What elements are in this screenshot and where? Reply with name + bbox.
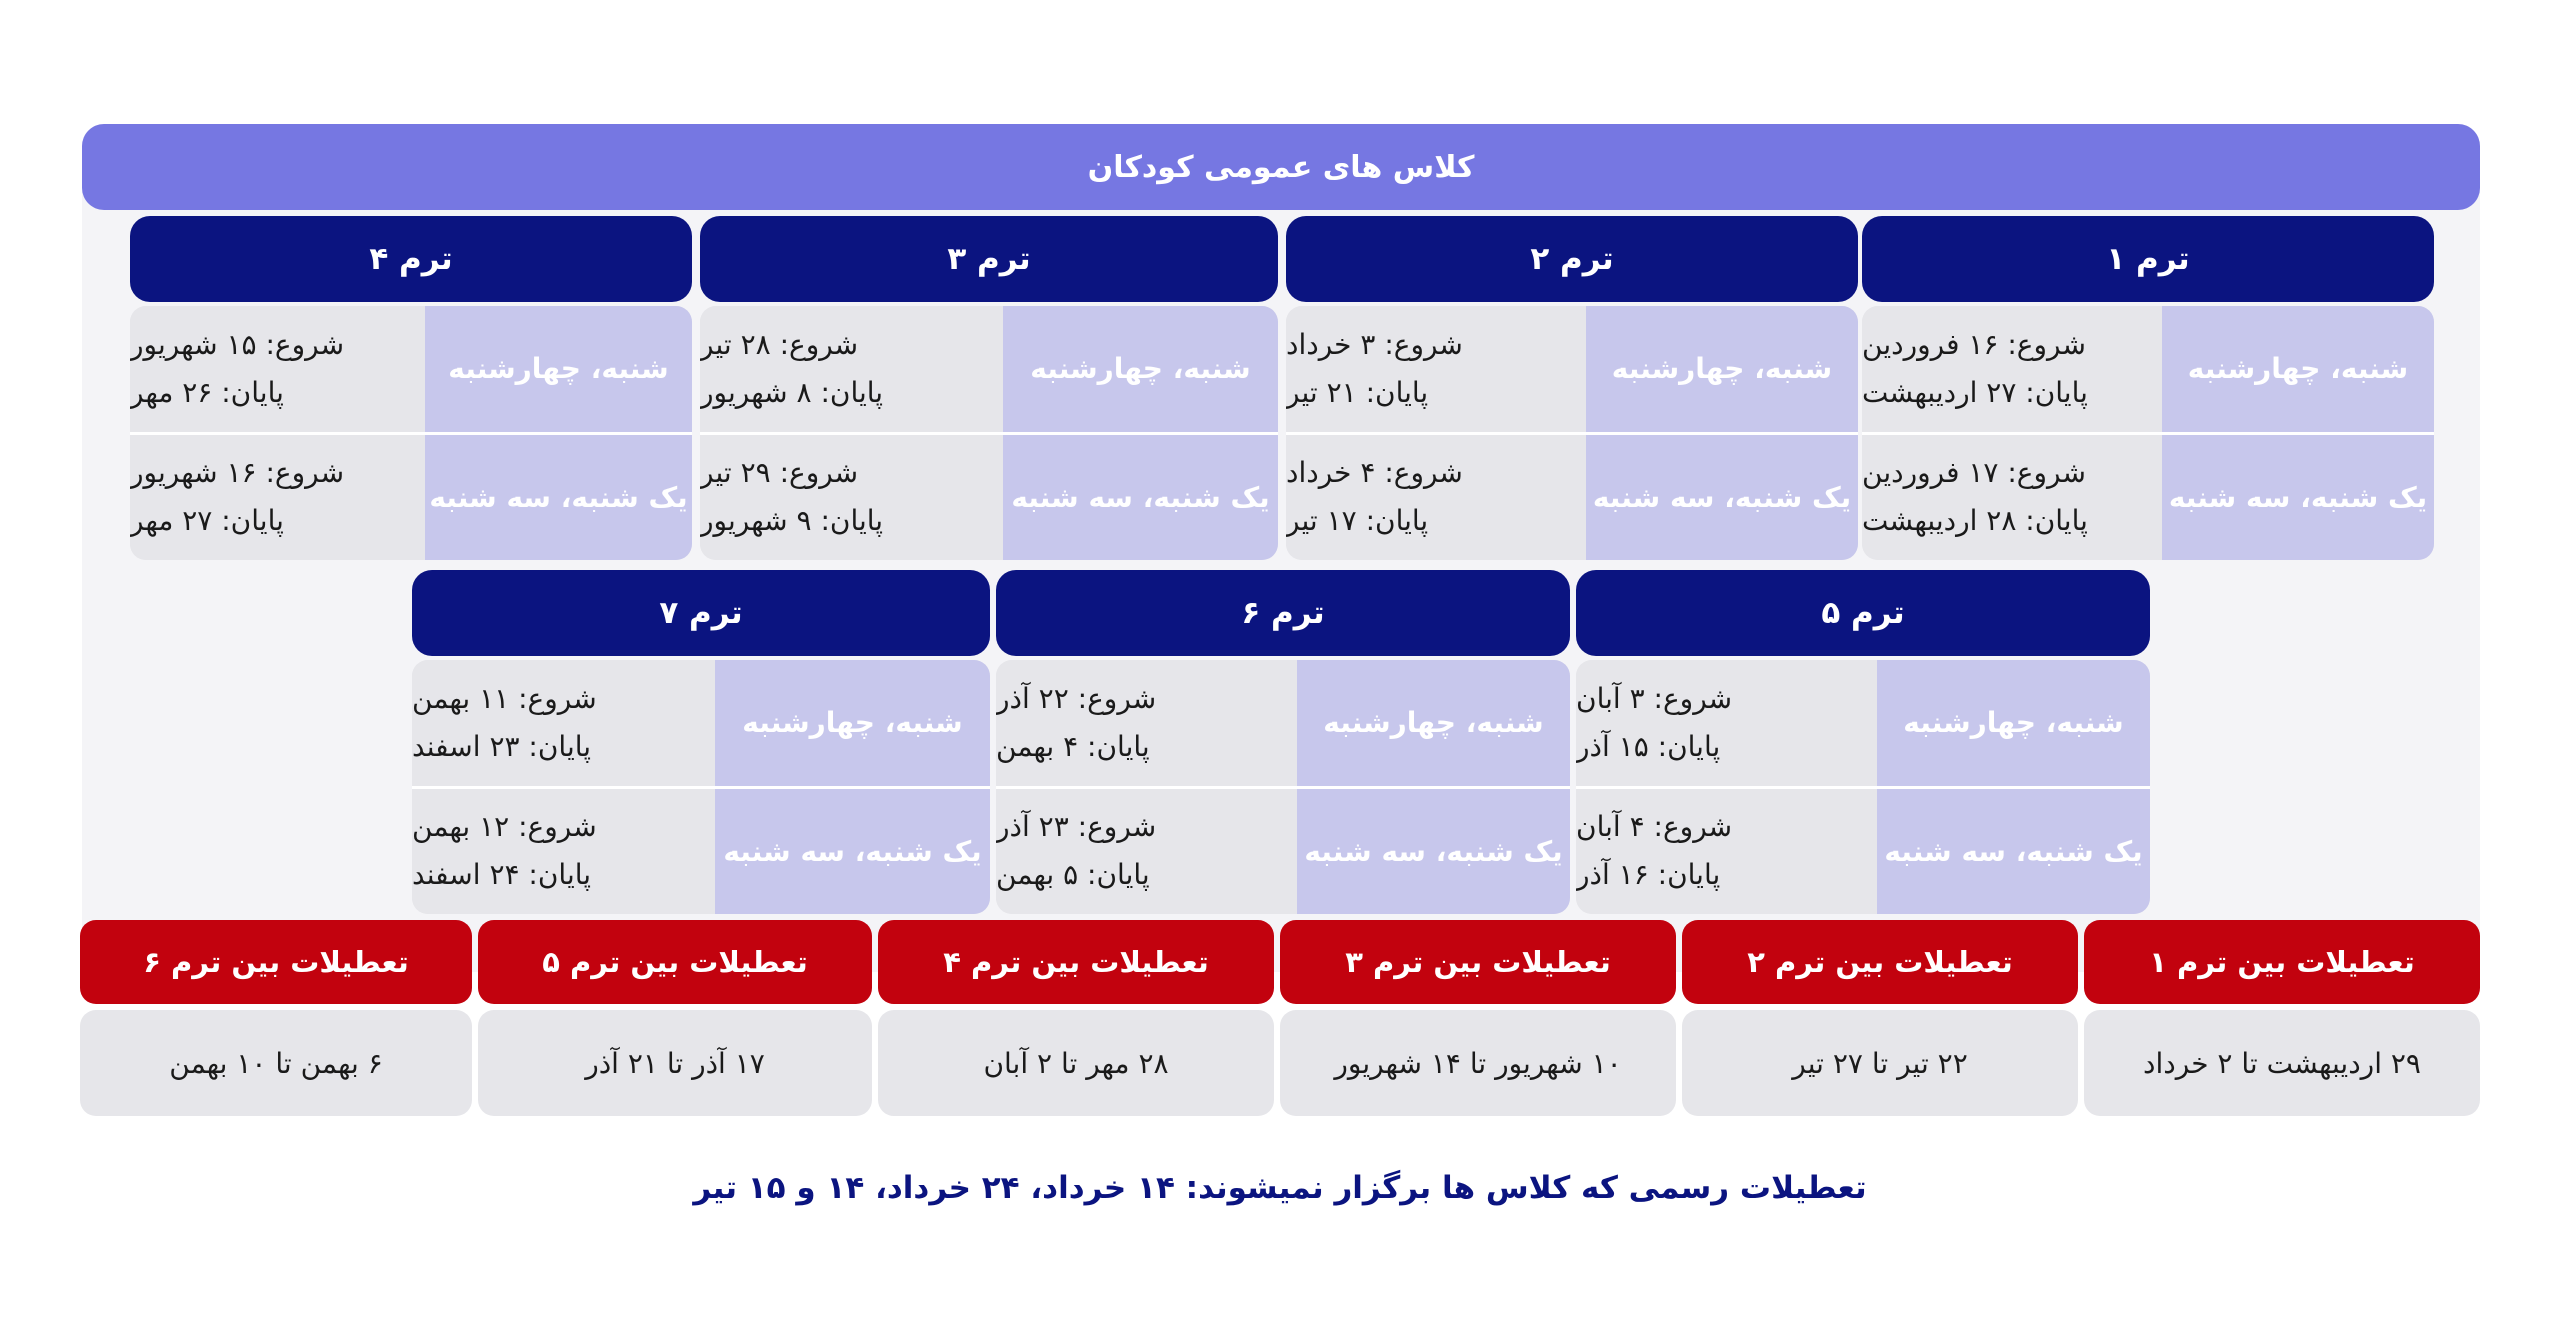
schedule-row: [1862, 432, 2434, 561]
dates-cell: [412, 789, 715, 915]
term-7-header: ترم ۷: [412, 570, 990, 656]
holiday-2-header: تعطیلات بین ترم ۲: [1682, 920, 2078, 1004]
dates-cell: [1576, 789, 1877, 915]
start-date: شروع: ۱۷ فروردین: [1862, 456, 2086, 490]
end-date: پایان: ۲۷ اردیبهشت: [1862, 375, 2088, 409]
holiday-4-range: ۲۸ مهر تا ۲ آبان: [878, 1010, 1274, 1116]
schedule-row: [996, 786, 1570, 915]
start-date: شروع: ۱۶ شهریور: [130, 456, 345, 490]
end-date: پایان: ۲۴ اسفند: [412, 858, 592, 892]
schedule-row: [996, 660, 1570, 786]
start-date: شروع: ۱۲ بهمن: [412, 810, 597, 844]
schedule-row: [700, 432, 1278, 561]
start-date: شروع: ۴ آبان: [1576, 810, 1733, 844]
schedule-row: [130, 432, 692, 561]
dates-cell: [700, 306, 1003, 432]
schedule-row: [1576, 786, 2150, 915]
start-date: شروع: ۲۹ تیر: [700, 456, 859, 490]
start-date: شروع: ۳ خرداد: [1286, 327, 1463, 361]
page-title: کلاس های عمومی کودکان: [82, 124, 2480, 210]
holiday-4-header: تعطیلات بین ترم ۴: [878, 920, 1274, 1004]
holiday-6-header: تعطیلات بین ترم ۶: [80, 920, 472, 1004]
dates-cell: [130, 306, 425, 432]
days-cell: شنبه، چهارشنبه: [1877, 660, 2150, 786]
days-cell: شنبه، چهارشنبه: [425, 306, 692, 432]
dates-cell: [996, 660, 1297, 786]
schedule-row: [412, 660, 990, 786]
end-date: پایان: ۹ شهریور: [700, 504, 884, 538]
term-2-header: ترم ۲: [1286, 216, 1858, 302]
start-date: شروع: ۱۱ بهمن: [412, 681, 597, 715]
dates-cell: [1862, 435, 2162, 561]
term-5-schedule: [1576, 660, 2150, 914]
term-1-schedule: [1862, 306, 2434, 560]
dates-cell: [1286, 306, 1586, 432]
days-cell: یک شنبه، سه شنبه: [1297, 789, 1570, 915]
schedule-row: [130, 306, 692, 432]
end-date: پایان: ۲۸ اردیبهشت: [1862, 504, 2088, 538]
term-6-schedule: [996, 660, 1570, 914]
days-cell: یک شنبه، سه شنبه: [2162, 435, 2434, 561]
term-6-header: ترم ۶: [996, 570, 1570, 656]
days-cell: شنبه، چهارشنبه: [2162, 306, 2434, 432]
start-date: شروع: ۲۲ آذر: [996, 681, 1157, 715]
holiday-2-range: ۲۲ تیر تا ۲۷ تیر: [1682, 1010, 2078, 1116]
start-date: شروع: ۴ خرداد: [1286, 456, 1463, 490]
start-date: شروع: ۱۶ فروردین: [1862, 327, 2086, 361]
holiday-5-range: ۱۷ آذر تا ۲۱ آذر: [478, 1010, 872, 1116]
term-3-header: ترم ۳: [700, 216, 1278, 302]
schedule-row: [1576, 660, 2150, 786]
schedule-row: [1286, 306, 1858, 432]
term-5-header: ترم ۵: [1576, 570, 2150, 656]
days-cell: شنبه، چهارشنبه: [715, 660, 990, 786]
end-date: پایان: ۲۱ تیر: [1286, 375, 1429, 409]
days-cell: یک شنبه، سه شنبه: [1586, 435, 1858, 561]
start-date: شروع: ۳ آبان: [1576, 681, 1733, 715]
dates-cell: [412, 660, 715, 786]
term-1-header: ترم ۱: [1862, 216, 2434, 302]
days-cell: یک شنبه، سه شنبه: [1877, 789, 2150, 915]
end-date: پایان: ۸ شهریور: [700, 375, 884, 409]
days-cell: یک شنبه، سه شنبه: [1003, 435, 1278, 561]
end-date: پایان: ۲۶ مهر: [130, 375, 284, 409]
holiday-3-range: ۱۰ شهریور تا ۱۴ شهریور: [1280, 1010, 1676, 1116]
holiday-6-range: ۶ بهمن تا ۱۰ بهمن: [80, 1010, 472, 1116]
start-date: شروع: ۲۸ تیر: [700, 327, 859, 361]
holiday-1-range: ۲۹ اردیبهشت تا ۲ خرداد: [2084, 1010, 2480, 1116]
holiday-5-header: تعطیلات بین ترم ۵: [478, 920, 872, 1004]
term-4-header: ترم ۴: [130, 216, 692, 302]
end-date: پایان: ۱۷ تیر: [1286, 504, 1429, 538]
end-date: پایان: ۴ بهمن: [996, 729, 1150, 763]
term-3-schedule: [700, 306, 1278, 560]
dates-cell: [996, 789, 1297, 915]
term-2-schedule: [1286, 306, 1858, 560]
days-cell: شنبه، چهارشنبه: [1297, 660, 1570, 786]
dates-cell: [700, 435, 1003, 561]
end-date: پایان: ۲۳ اسفند: [412, 729, 592, 763]
schedule-row: [1862, 306, 2434, 432]
days-cell: شنبه، چهارشنبه: [1586, 306, 1858, 432]
schedule-row: [700, 306, 1278, 432]
end-date: پایان: ۱۵ آذر: [1576, 729, 1721, 763]
dates-cell: [1576, 660, 1877, 786]
dates-cell: [1286, 435, 1586, 561]
dates-cell: [1862, 306, 2162, 432]
holiday-1-header: تعطیلات بین ترم ۱: [2084, 920, 2480, 1004]
holiday-3-header: تعطیلات بین ترم ۳: [1280, 920, 1676, 1004]
dates-cell: [130, 435, 425, 561]
days-cell: یک شنبه، سه شنبه: [715, 789, 990, 915]
start-date: شروع: ۲۳ آذر: [996, 810, 1157, 844]
end-date: پایان: ۱۶ آذر: [1576, 858, 1721, 892]
end-date: پایان: ۵ بهمن: [996, 858, 1150, 892]
end-date: پایان: ۲۷ مهر: [130, 504, 284, 538]
start-date: شروع: ۱۵ شهریور: [130, 327, 345, 361]
days-cell: شنبه، چهارشنبه: [1003, 306, 1278, 432]
days-cell: یک شنبه، سه شنبه: [425, 435, 692, 561]
term-7-schedule: [412, 660, 990, 914]
schedule-row: [412, 786, 990, 915]
schedule-row: [1286, 432, 1858, 561]
term-4-schedule: [130, 306, 692, 560]
official-holidays-note: تعطیلات رسمی که کلاس ها برگزار نمیشوند: ۱۴ خرداد، ۲۴ خرداد، ۱۴ و ۱۵ تیر: [693, 1170, 1867, 1206]
